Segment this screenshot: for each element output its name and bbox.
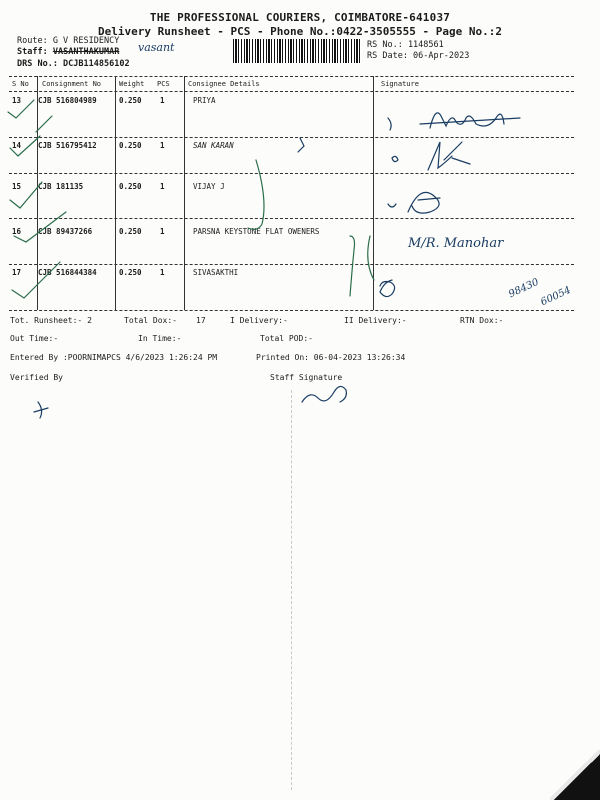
ii-delivery: II Delivery:- — [344, 316, 407, 325]
staff-label: Staff: — [17, 47, 48, 57]
header-pcs: PCS — [157, 80, 170, 88]
total-dox-label: Total Dox:- — [124, 316, 177, 325]
signature-row14 — [298, 138, 470, 170]
row-consignee: VIJAY J — [193, 182, 225, 191]
rs-date: RS Date: 06-Apr-2023 — [367, 51, 470, 61]
staff-signature-label: Staff Signature — [270, 373, 343, 382]
row-sno: 15 — [12, 182, 22, 191]
row-divider — [9, 218, 574, 219]
in-time: In Time:- — [138, 334, 182, 343]
table-top-rule — [9, 76, 574, 77]
row-consignee: PARSNA KEYSTONE FLAT OWENERS — [193, 227, 320, 236]
row-weight: 0.250 — [119, 96, 142, 105]
row-consignee: SIVASAKTHI — [193, 268, 239, 277]
row-pcs: 1 — [160, 268, 165, 277]
row-consignment-no: CJB 516795412 — [38, 141, 97, 150]
row-sno: 17 — [12, 268, 22, 277]
company-title: THE PROFESSIONAL COURIERS, COIMBATORE-641037 — [149, 11, 451, 24]
verified-by: Verified By — [10, 373, 63, 382]
row-divider — [9, 173, 574, 174]
row-consignment-no: CJB 516804989 — [38, 96, 97, 105]
barcode — [233, 39, 361, 63]
header-weight: Weight — [119, 80, 145, 88]
route-label: Route: G V RESIDENCY — [17, 36, 120, 46]
total-runsheet: Tot. Runsheet:- 2 — [10, 316, 92, 325]
row-weight: 0.250 — [119, 182, 142, 191]
row-pcs: 1 — [160, 227, 165, 236]
row-weight: 0.250 — [119, 227, 142, 236]
row-divider — [9, 137, 574, 138]
i-delivery: I Delivery:- — [230, 316, 288, 325]
row-sno: 14 — [12, 141, 22, 150]
staff-line — [17, 47, 119, 57]
row-consignment-no: CJB 181135 — [38, 182, 84, 191]
rs-number: RS No.: 1148561 — [367, 40, 444, 50]
entered-by: Entered By :POORNIMAPCS 4/6/2023 1:26:24 PM — [10, 353, 218, 362]
out-time: Out Time:- — [10, 334, 59, 343]
row-weight: 0.250 — [119, 268, 142, 277]
staff-name: VASANTHAKUMAR — [52, 47, 120, 57]
row-consignment-no: CJB 89437266 — [38, 227, 93, 236]
header-consignee-details: Consignee Details — [188, 80, 260, 88]
scan-corner-shadow — [550, 750, 600, 800]
row-consignment-no: CJB 516844384 — [38, 268, 97, 277]
header-signature: Signature — [381, 80, 419, 88]
column-divider — [184, 76, 185, 310]
row-pcs: 1 — [160, 96, 165, 105]
row-sno: 13 — [12, 96, 22, 105]
signature-row16-name: M/R. Manohar — [408, 236, 504, 251]
printed-on: Printed On: 06-04-2023 13:26:34 — [256, 353, 406, 362]
staff-signature-scribble — [34, 386, 346, 418]
row-pcs: 1 — [160, 141, 165, 150]
paper-fold-line — [291, 390, 292, 790]
row-consignee: PRIYA — [193, 96, 216, 105]
header-consignment-no: Consignment No — [42, 80, 102, 88]
column-divider — [115, 76, 116, 310]
total-dox-value: 17 — [196, 316, 206, 325]
total-pod: Total POD:- — [260, 334, 313, 343]
row-consignee: SAN KARAN — [193, 141, 234, 150]
column-divider — [373, 76, 374, 310]
staff-handwritten-note: vasant — [138, 41, 175, 54]
row-pcs: 1 — [160, 182, 165, 191]
row-weight: 0.250 — [119, 141, 142, 150]
row-sno: 16 — [12, 227, 22, 236]
header-sno: S No — [12, 80, 29, 88]
runsheet-subtitle: Delivery Runsheet - PCS - Phone No.:0422-3505555 - Page No.:2 — [98, 25, 502, 38]
table-header-rule — [9, 91, 574, 92]
drs-number: DRS No.: DCJB114856102 — [17, 59, 130, 69]
row-divider — [9, 264, 574, 265]
table-bottom-rule — [9, 310, 574, 311]
handwritten-phone-part2: 60054 — [539, 284, 573, 309]
rtn-dox: RTN Dox:- — [460, 316, 504, 325]
signature-row13 — [388, 113, 520, 130]
handwritten-phone-part1: 98430 — [507, 276, 541, 301]
